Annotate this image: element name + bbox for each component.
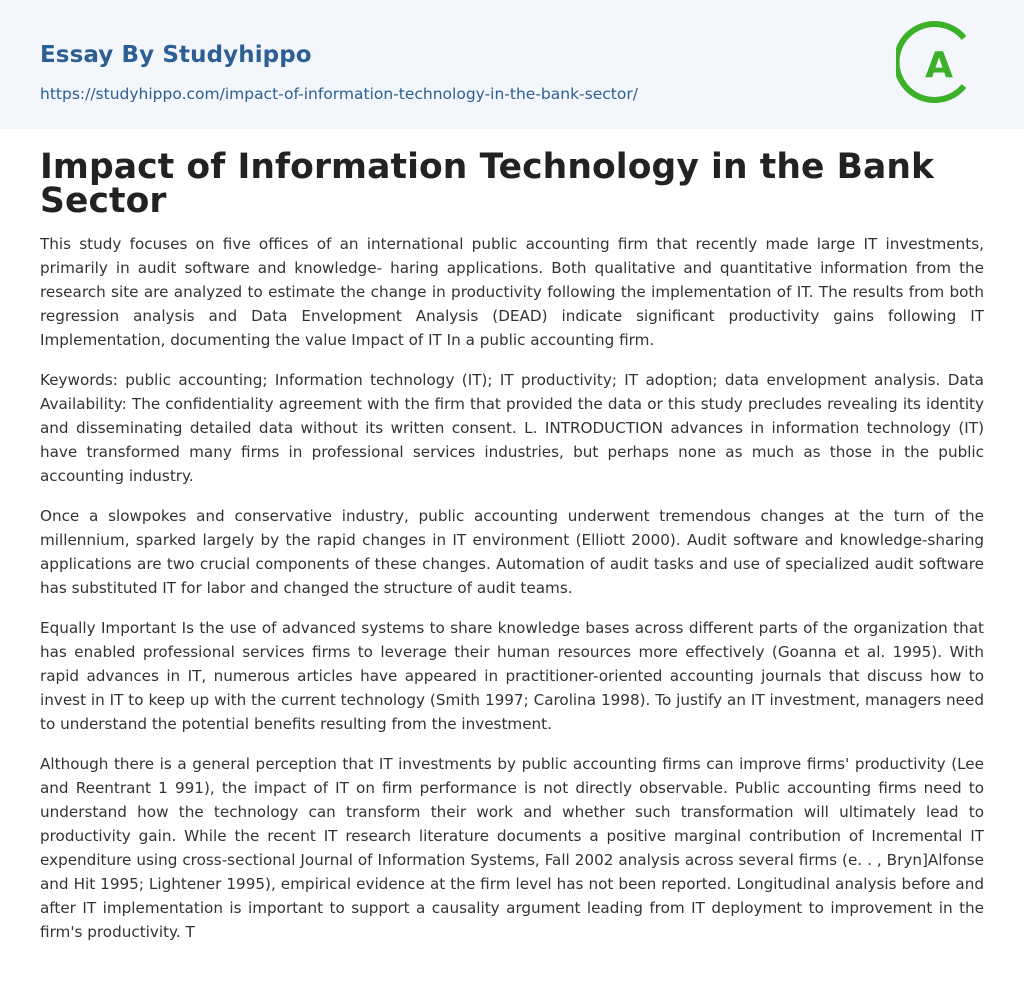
article-paragraph: This study focuses on five offices of an international public accounting firm that recently made large IT investments, primarily in audit software and knowledge- haring applications. Both qualitative and quantitative information from the research site are analyzed to estimate the change in productivity following the implementation of IT. The results from both regression analysis and Data Envelopment Analysis (DEAD) indicate significant productivity gains following IT Implementation, documenting the value Impact of IT In a public accounting firm. <box>40 235 984 349</box>
article-paragraph: Although there is a general perception that IT investments by public accounting firms can improve firms' productivity (Lee and Reentrant 1 991), the impact of IT on firm performance is not directly observable. Public accounting firms need to understand how the technology can transform their work and whether such transformation will ultimately lead to productivity gain. While the recent IT research literature documents a positive marginal contribution of Incremental IT expenditure using cross-sectional Journal of Information Systems, Fall 2002 analysis across several firms (e. . , Bryn]Alfonse and Hit 1995; Lightener 1995), empirical evidence at the firm level has not been reported. Longitudinal analysis before and after IT implementation is important to support a causality argument leading from IT deployment to improvement in the firm's productivity. T <box>40 755 984 941</box>
page-header <box>0 0 1024 129</box>
article-paragraph: Equally Important Is the use of advanced systems to share knowledge bases across different parts of the organization that has enabled professional services firms to leverage their human resources more effectively (Goanna et al. 1995). With rapid advances in IT, numerous articles have appeared in practitioner-oriented accounting journals that discuss how to invest in IT to keep up with the current technology (Smith 1997; Carolina 1998). To justify an IT investment, managers need to understand the potential benefits resulting from the investment. <box>40 619 984 733</box>
site-brand[interactable]: Essay By Studyhippo <box>40 42 312 68</box>
article-title: Impact of Information Technology in the Bank Sector <box>40 147 935 221</box>
article-body <box>40 232 984 944</box>
studyhippo-logo-icon[interactable] <box>896 20 984 104</box>
article <box>40 147 984 960</box>
logo-letter: A <box>925 45 953 86</box>
article-paragraph: Keywords: public accounting; Information technology (IT); IT productivity; IT adoption; data envelopment analysis. Data Availability: The confidentiality agreement with the firm that provided the data or this study precludes revealing its identity and disseminating detailed data without its written consent. L. INTRODUCTION advances in information technology (IT) have transformed many firms in professional services industries, but perhaps none as much as those in the public accounting industry. <box>40 371 984 485</box>
essay-url-link[interactable]: https://studyhippo.com/impact-of-information-technology-in-the-bank-sector/ <box>40 85 638 103</box>
article-paragraph: Once a slowpokes and conservative industry, public accounting underwent tremendous changes at the turn of the millennium, sparked largely by the rapid changes in IT environment (Elliott 2000). Audit software and knowledge-sharing applications are two crucial components of these changes. Automation of audit tasks and use of specialized audit software has substituted IT for labor and changed the structure of audit teams. <box>40 507 984 597</box>
